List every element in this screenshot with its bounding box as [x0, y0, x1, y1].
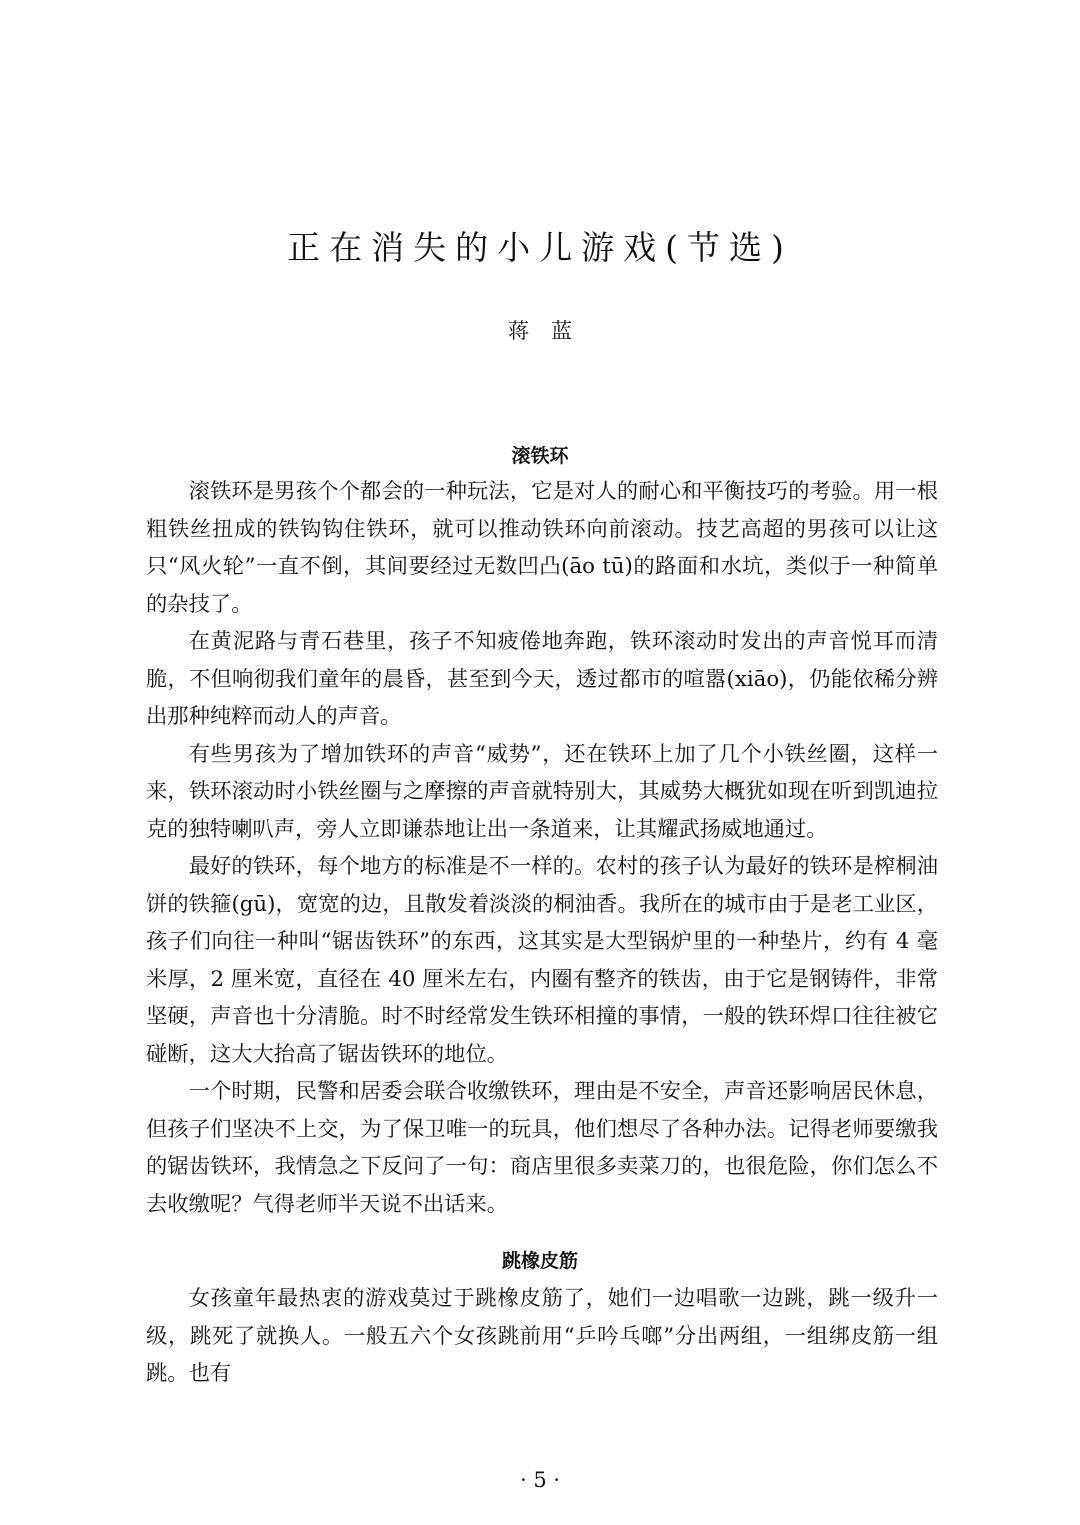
page-number: · 5 ·: [519, 1468, 561, 1492]
section-heading-gun-tie-huan: 滚铁环: [511, 445, 569, 467]
paragraph: 滚铁环是男孩个个都会的一种玩法，它是对人的耐心和平衡技巧的考验。用一根粗铁丝扭成的铁钩钩住铁环，就可以推动铁环向前滚动。技艺高超的男孩可以让这只“风火轮”一直不倒，其间要经过无数凹凸(āo tū)的路面和水坑，类似于一种简单的杂技了。: [146, 479, 938, 617]
paragraph: 在黄泥路与青石巷里，孩子不知疲倦地奔跑，铁环滚动时发出的声音悦耳而清脆，不但响彻我们童年的晨昏，甚至到今天，透过都市的喧嚣(xiāo)，仍能依稀分辨出那种纯粹而动人的声音。: [146, 629, 938, 729]
author-name: 蒋蓝: [508, 319, 594, 343]
paragraph: 一个时期，民警和居委会联合收缴铁环，理由是不安全，声音还影响居民休息，但孩子们坚决不上交，为了保卫唯一的玩具，他们想尽了各种办法。记得老师要缴我的锯齿铁环，我情急之下反问了一句：商店里很多卖菜刀的，也很危险，你们怎么不去收缴呢？气得老师半天说不出话来。: [146, 1079, 938, 1217]
paragraph: 最好的铁环，每个地方的标准是不一样的。农村的孩子认为最好的铁环是榨桐油饼的铁箍(gū)，宽宽的边，且散发着淡淡的桐油香。我所在的城市由于是老工业区，孩子们向往一种叫“锯齿铁环”的东西，这其实是大型锅炉里的一种垫片，约有 4 毫米厚，2 厘米宽，直径在 40 厘米左右，内圈有整齐的铁齿，由于它是钢铸件，非常坚硬，声音也十分清脆。时不时经常发生铁环相撞的事情，一般的铁环焊口往往被它碰断，这大大抬高了锯齿铁环的地位。: [146, 854, 938, 1067]
article-title: 正在消失的小儿游戏(节选): [287, 228, 793, 267]
paragraph: 有些男孩为了增加铁环的声音“威势”，还在铁环上加了几个小铁丝圈，这样一来，铁环滚动时小铁丝圈与之摩擦的声音就特别大，其威势大概犹如现在听到凯迪拉克的独特喇叭声，旁人立即谦恭地让出一条道来，让其耀武扬威地通过。: [146, 741, 938, 842]
section-body-gun-tie-huan: [146, 473, 938, 1223]
section-heading-tiao-xiang-pi-jin: 跳橡皮筋: [501, 1250, 578, 1272]
section-body-tiao-xiang-pi-jin: [146, 1280, 938, 1393]
paragraph: 女孩童年最热衷的游戏莫过于跳橡皮筋了，她们一边唱歌一边跳，跳一级升一级，跳死了就换人。一般五六个女孩跳前用“乒吟乓啷”分出两组，一组绑皮筋一组跳。也有: [146, 1286, 938, 1386]
